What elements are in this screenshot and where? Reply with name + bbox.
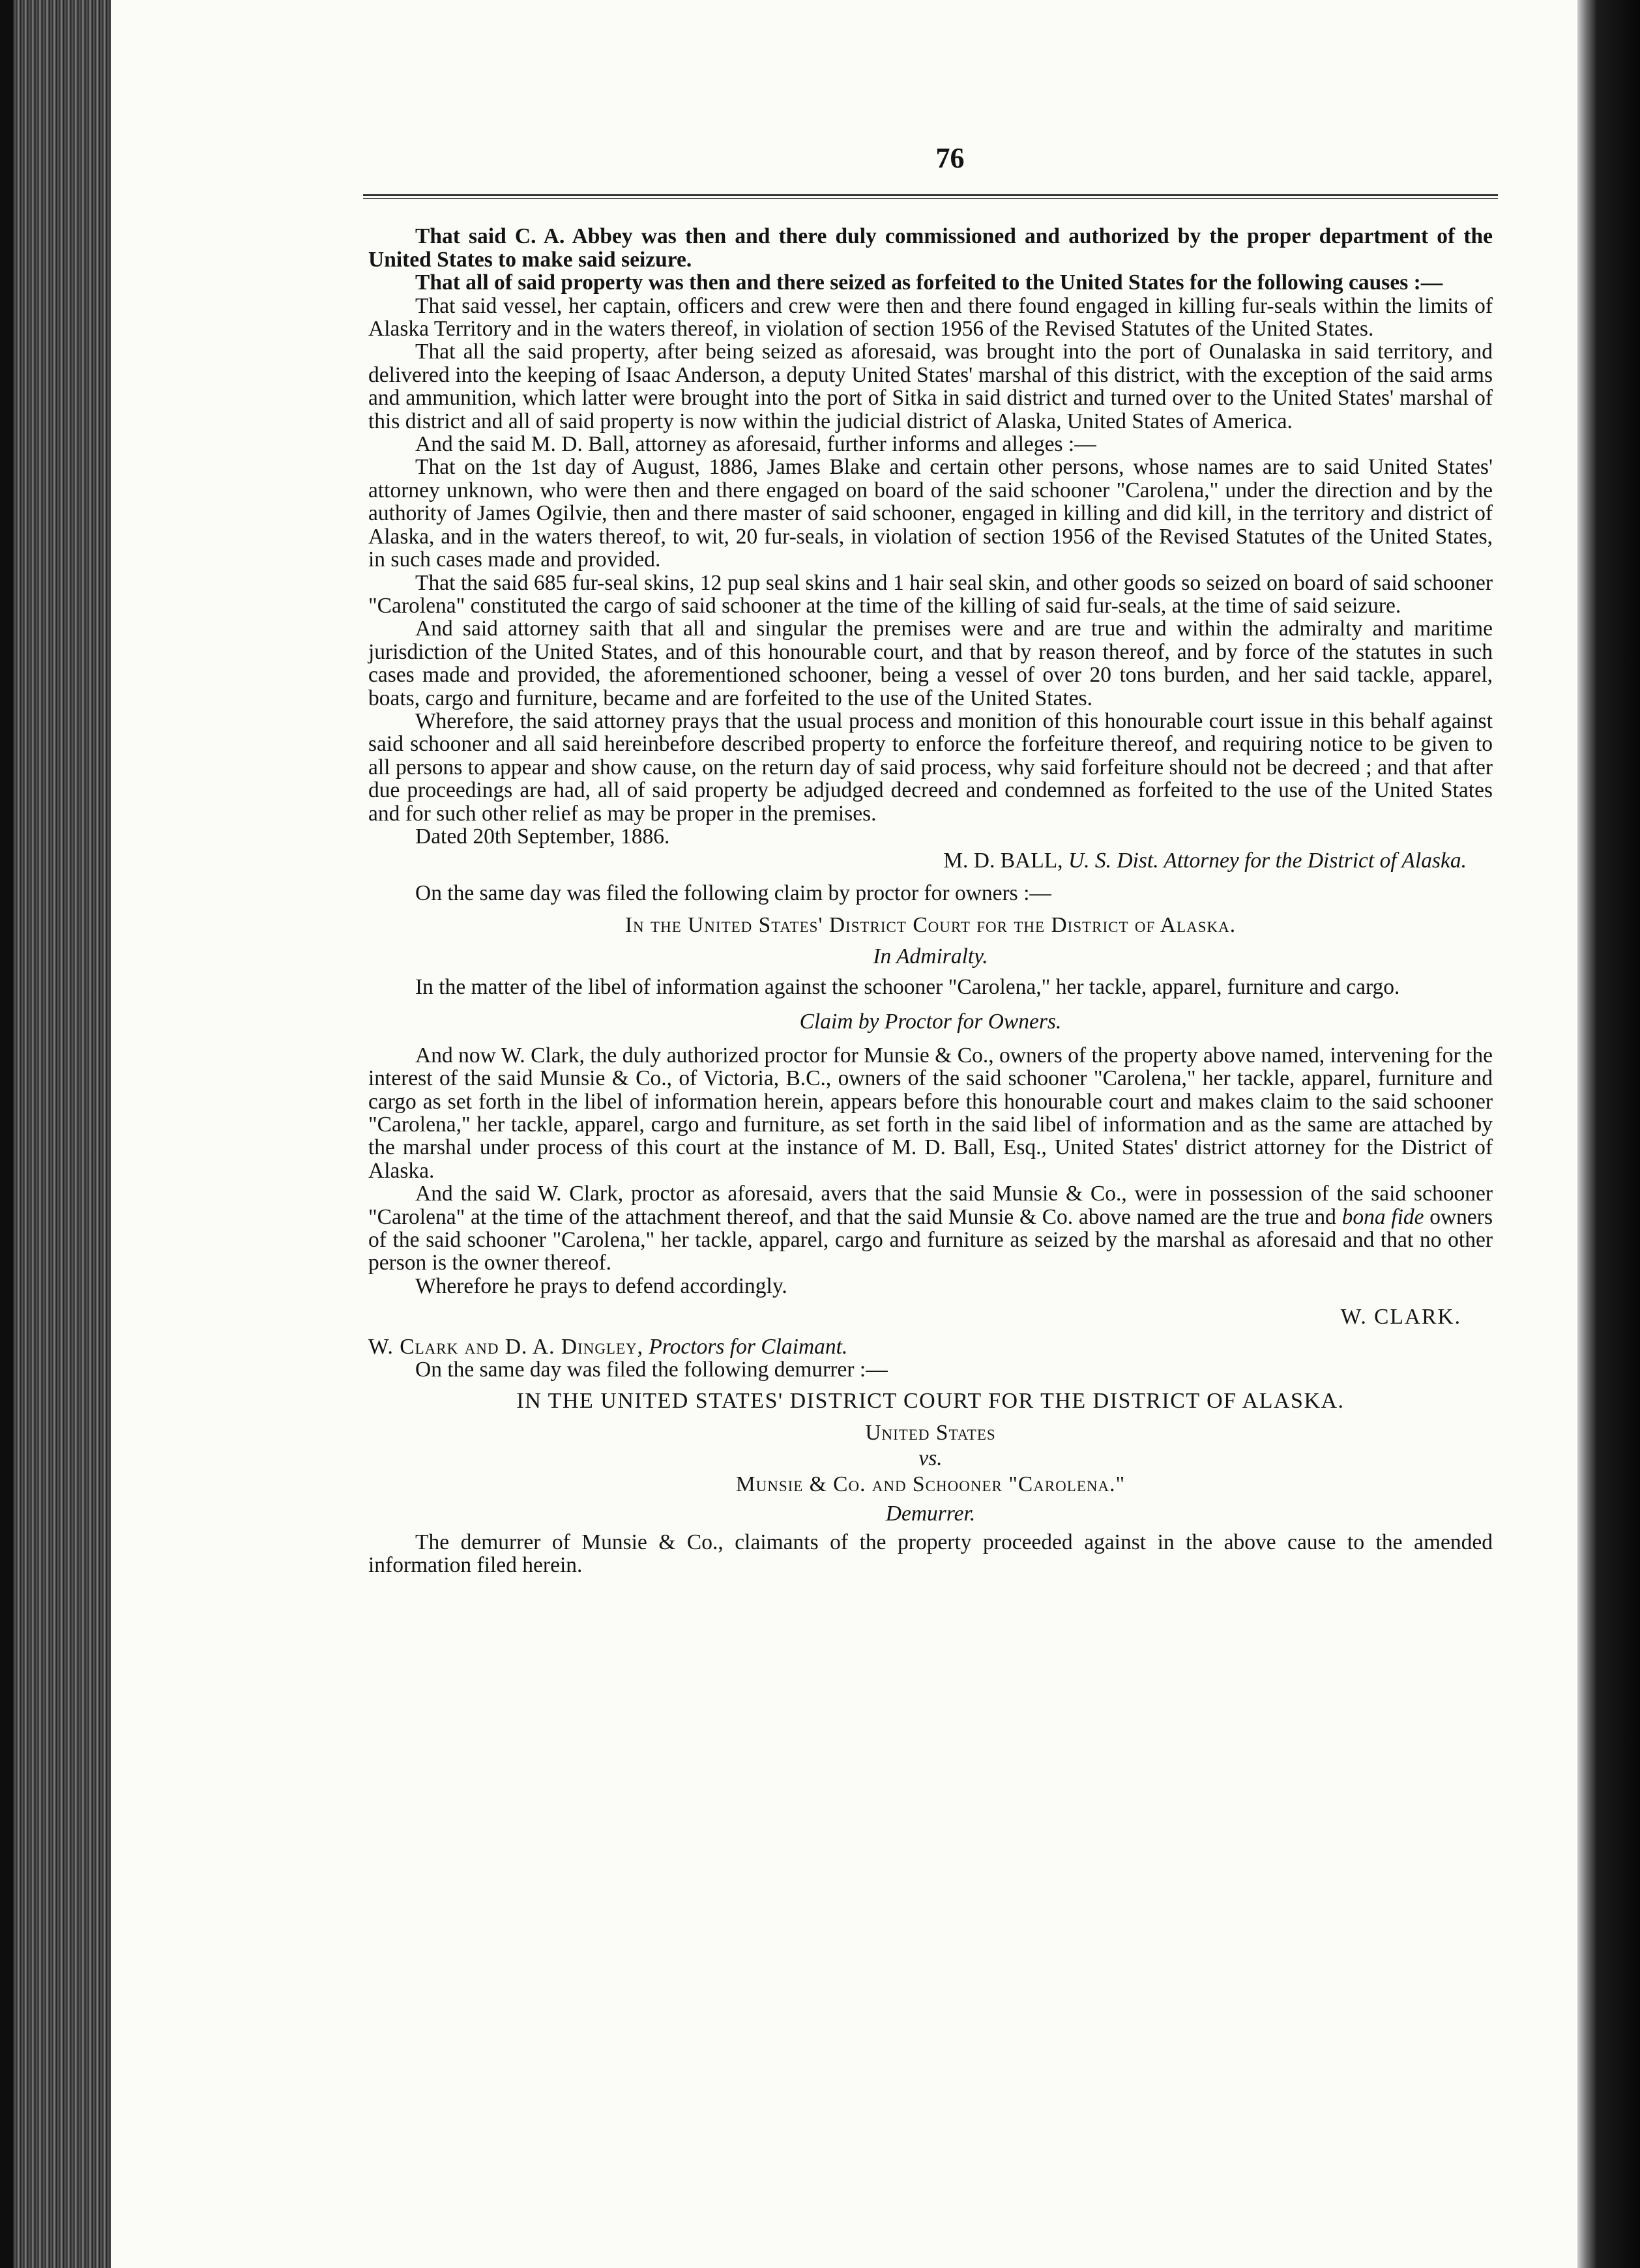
paragraph-1: That said C. A. Abbey was then and there duly commissioned and authorized by the proper department of the United States to make said seizure. [368, 224, 1493, 272]
book-gutter [13, 0, 111, 2268]
paragraph-5: And the said M. D. Ball, attorney as aforesaid, further informs and alleges :— [415, 432, 1096, 457]
signature-name: M. D. BALL, [943, 849, 1063, 873]
paragraph-11 [368, 1182, 1493, 1275]
paragraph-8: And said attorney saith that all and singular the premises were and are true and within the admiralty and maritime jurisdiction of the United States, and of this honourable court, and that by reason thereof, and by force of the statutes in such cases made and provided, the aforementioned schooner, being a vessel of over 20 tons burden, and her said tackle, apparel, boats, cargo and furniture, became and are forfeited to the use of the United States. [368, 617, 1493, 710]
court-heading: In the United States' District Court for the District of Alaska. [624, 913, 1237, 938]
page-text [368, 142, 1493, 1577]
proctors-names: W. Clark and D. A. Dingley, [368, 1334, 644, 1359]
claim-title: Claim by Proctor for Owners. [799, 1010, 1062, 1034]
paragraph-13: The demurrer of Munsie & Co., claimants of the property proceeded against in the above cause to the amended information filed herein. [368, 1530, 1493, 1577]
attorney-signature [368, 849, 1467, 872]
paragraph-12: Wherefore he prays to defend accordingly. [415, 1273, 787, 1298]
page-number: 76 [935, 142, 965, 174]
paragraph-3: That said vessel, her captain, officers and crew were then and there found engaged in killing fur-seals within the limits of Alaska Territory and in the waters thereof, in violation of section 1956 of the Revised Statutes of the United States. [368, 293, 1493, 342]
clark-signature: W. CLARK. [1340, 1305, 1461, 1330]
header-rule [363, 194, 1498, 199]
proctors-line [368, 1335, 1493, 1358]
party-plaintiff: United States [865, 1420, 996, 1445]
paragraph-4: That all the said property, after being seized as aforesaid, was brought into the port of Ounalaska in said territory, and delivered into the keeping of Isaac Anderson, a deputy United States' marshal of this district, with the exception of the said arms and ammunition, which latter were brought into the port of Sitka in said district and turned over to the United States' marshal of this district and all of said property is now within the judicial district of Alaska, United States of America. [368, 340, 1493, 433]
in-admiralty-heading: In Admiralty. [873, 944, 988, 968]
paragraph-11-part-a: And the said W. Clark, proctor as aforesaid, avers that the said Munsie & Co., were in possession of the said schooner "Carolena" at the time of the attachment thereof, and that the said Munsie & Co. above named are the true and [368, 1182, 1493, 1229]
signature-title: U. S. Dist. Attorney for the District of Alaska. [1068, 849, 1467, 873]
versus: vs. [918, 1446, 943, 1471]
demurrer-title: Demurrer. [885, 1502, 976, 1526]
matter-paragraph: In the matter of the libel of information against the schooner "Carolena," her tackle, apparel, furniture and cargo. [415, 975, 1400, 999]
paragraph-7: That the said 685 fur-seal skins, 12 pup seal skins and 1 hair seal skin, and other goods so seized on board of said schooner "Carolena" constituted the cargo of said schooner at the time of the killing of said fur-seals, at the time of said seizure. [368, 570, 1493, 618]
paragraph-2: That all of said property was then and there seized as forfeited to the United States for the following causes :— [415, 270, 1443, 295]
demurrer-intro: On the same day was filed the following demurrer :— [415, 1358, 888, 1382]
party-defendant: Munsie & Co. and Schooner "Carolena." [735, 1472, 1126, 1496]
court-heading-caps: IN THE UNITED STATES' DISTRICT COURT FOR THE DISTRICT OF ALASKA. [516, 1388, 1345, 1413]
claim-intro: On the same day was filed the following claim by proctor for owners :— [415, 880, 1051, 905]
proctors-role: Proctors for Claimant. [649, 1334, 848, 1359]
page-edge-shadow [1577, 0, 1640, 2268]
paragraph-9: Wherefore, the said attorney prays that the usual process and monition of this honourable court issue in this behalf against said schooner and all said hereinbefore described property to enforce the forfeiture thereof, and requiring notice to be given to all persons to appear and show cause, on the return day of said process, why said forfeiture should not be decreed ; and that after due proceedings are had, all of said property be adjudged decreed and condemned as forfeited to the use of the United States and for such other relief as may be proper in the premises. [368, 708, 1493, 826]
paragraph-11-part-b: owners of the said schooner "Carolena," her tackle, apparel, cargo and furniture as seized by the marshal as aforesaid and that no other person is the owner thereof. [368, 1204, 1493, 1275]
paragraph-6: That on the 1st day of August, 1886, James Blake and certain other persons, whose names are to said United States' attorney unknown, who were then and there engaged on board of the said schooner "Carolena," under the direction and by the authority of James Ogilvie, then and there master of said schooner, engaged in killing and did kill, in the territory and district of Alaska, and in the waters thereof, to wit, 20 fur-seals, in violation of section 1956 of the Revised Statutes of the United States, in such cases made and provided. [368, 455, 1493, 572]
bona-fide-text: bona fide [1341, 1204, 1424, 1229]
paragraph-10: And now W. Clark, the duly authorized proctor for Munsie & Co., owners of the property above named, intervening for the interest of the said Munsie & Co., of Victoria, B.C., owners of the said schooner "Carolena," her tackle, apparel, furniture and cargo as set forth in the libel of information herein, appears before this honourable court and makes claim to the said schooner "Carolena," her tackle, apparel, cargo and furniture, as set forth in the said libel of information and as the same are attached by the marshal under process of this court at the instance of M. D. Ball, Esq., United States' district attorney for the District of Alaska. [368, 1043, 1493, 1183]
dated-line: Dated 20th September, 1886. [415, 824, 670, 849]
